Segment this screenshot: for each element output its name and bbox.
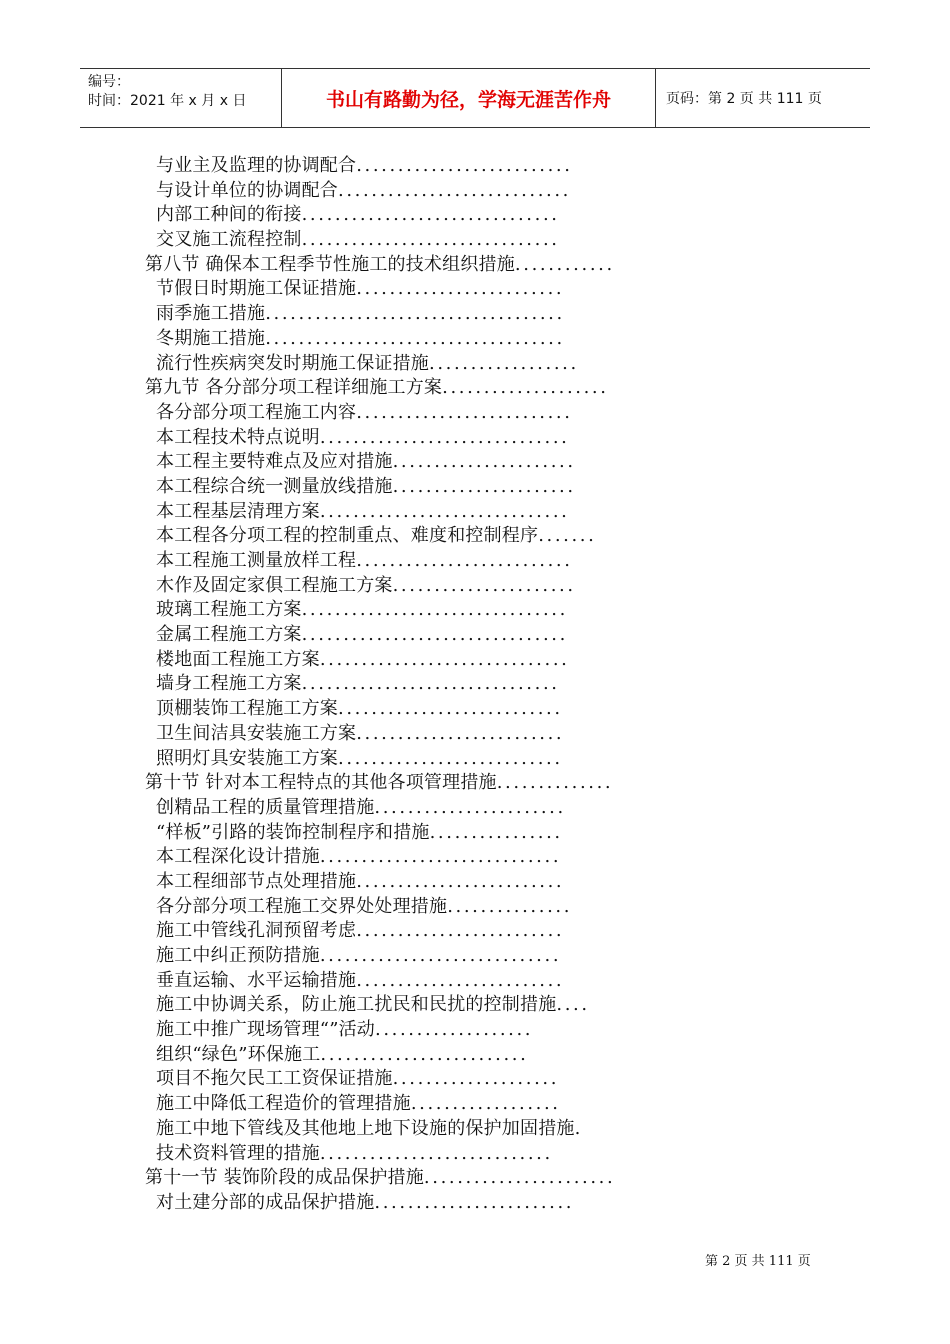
toc-entry-title: 组织“绿色”环保施工: [156, 1043, 321, 1065]
toc-entry: [145, 944, 765, 969]
toc-entry-title: 本工程细部节点处理措施: [156, 870, 357, 892]
toc-leader-dots: ......................: [392, 574, 576, 596]
toc-entry: [145, 796, 765, 821]
toc-leader-dots: ................................: [301, 624, 568, 646]
toc-entry: [145, 697, 765, 722]
toc-entry: [145, 1043, 765, 1068]
toc-entry-title: 墙身工程施工方案: [156, 673, 302, 695]
toc-leader-dots: .........................: [356, 722, 565, 744]
toc-entry: [145, 1142, 765, 1167]
toc-leader-dots: .............................: [319, 846, 562, 868]
toc-leader-dots: .........................: [356, 870, 565, 892]
toc-entry-title: 顶棚装饰工程施工方案: [156, 698, 338, 720]
toc-leader-dots: ..................: [410, 1093, 561, 1115]
page-footer: 第 2 页 共 111 页: [705, 1254, 811, 1269]
toc-entry: [145, 1117, 765, 1142]
toc-section-heading: [145, 253, 765, 278]
toc-leader-dots: .......................: [423, 1167, 616, 1189]
toc-leader-dots: ...........................: [338, 747, 563, 769]
toc-leader-dots: ..............................: [319, 500, 570, 522]
toc-leader-dots: ..............: [496, 772, 614, 794]
toc-entry-title: 施工中管线孔洞预留考虑: [156, 920, 357, 942]
toc-entry-title: 玻璃工程施工方案: [156, 599, 302, 621]
toc-entry-title: 与业主及监理的协调配合: [156, 155, 357, 176]
toc-entry: [145, 179, 765, 204]
toc-entry-title: 第九节 各分部分项工程详细施工方案: [145, 377, 443, 399]
toc-leader-dots: ..........................: [356, 401, 573, 423]
toc-entry: [145, 549, 765, 574]
document-number-label: 编号：: [88, 74, 130, 90]
toc-entry: [145, 1092, 765, 1117]
toc-leader-dots: .........................: [356, 920, 565, 942]
toc-entry-title: 楼地面工程施工方案: [156, 648, 320, 670]
toc-leader-dots: ....: [556, 994, 590, 1016]
toc-entry: [145, 500, 765, 525]
toc-entry: [145, 969, 765, 994]
toc-entry: [145, 228, 765, 253]
toc-entry: [145, 450, 765, 475]
toc-entry-title: 对土建分部的成品保护措施: [156, 1191, 375, 1213]
toc-section-heading: [145, 771, 765, 796]
toc-entry-title: 施工中降低工程造价的管理措施: [156, 1093, 411, 1115]
toc-leader-dots: ...........................: [338, 698, 563, 720]
toc-entry: [145, 154, 765, 179]
toc-leader-dots: ............................: [338, 179, 572, 201]
header-motto: 书山有路勤为径，学海无涯苦作舟: [282, 69, 656, 127]
header-meta: [80, 69, 282, 127]
toc-entry: [145, 401, 765, 426]
toc-entry: [145, 352, 765, 377]
toc-entry-title: 第十一节 装饰阶段的成品保护措施: [145, 1167, 424, 1189]
toc-leader-dots: .........................: [356, 969, 565, 991]
toc-entry-title: 本工程技术特点说明: [156, 426, 320, 448]
toc-entry-title: 本工程各分项工程的控制重点、难度和控制程序: [156, 525, 539, 547]
toc-entry: [145, 598, 765, 623]
toc-entry-title: 本工程基层清理方案: [156, 500, 320, 522]
toc-entry: [145, 574, 765, 599]
toc-entry-title: 与设计单位的协调配合: [156, 179, 338, 201]
toc-entry-title: 各分部分项工程施工交界处处理措施: [156, 895, 448, 917]
toc-leader-dots: .......: [538, 525, 597, 547]
document-date-label: 时间：2021 年 x 月 x 日: [88, 93, 247, 109]
toc-leader-dots: ......................: [392, 475, 576, 497]
toc-entry-title: 雨季施工措施: [156, 303, 266, 325]
toc-leader-dots: ...................: [375, 1019, 534, 1041]
toc-entry-title: 本工程综合统一测量放线措施: [156, 475, 393, 497]
toc-entry: [145, 524, 765, 549]
toc-entry: [145, 327, 765, 352]
toc-leader-dots: .......................: [374, 796, 566, 818]
toc-leader-dots: ..........................: [356, 155, 573, 176]
toc-entry-title: “样板”引路的装饰控制程序和措施: [156, 821, 430, 843]
toc-entry: [145, 1191, 765, 1216]
toc-leader-dots: ................: [429, 821, 563, 843]
toc-leader-dots: ..............................: [319, 648, 570, 670]
toc-entry-title: 第十节 针对本工程特点的其他各项管理措施: [145, 772, 497, 794]
toc-entry-title: 照明灯具安装施工方案: [156, 747, 338, 769]
toc-entry-title: 施工中协调关系，防止施工扰民和民扰的控制措施: [156, 994, 557, 1016]
toc-entry-title: 创精品工程的质量管理措施: [156, 796, 375, 818]
toc-leader-dots: .: [574, 1117, 583, 1139]
toc-entry-title: 项目不拖欠民工工资保证措施: [156, 1068, 393, 1090]
toc-entry: [145, 993, 765, 1018]
toc-entry-title: 第八节 确保本工程季节性施工的技术组织措施: [145, 253, 515, 275]
toc-entry-title: 各分部分项工程施工内容: [156, 401, 357, 423]
toc-entry-title: 施工中地下管线及其他地上地下设施的保护加固措施: [156, 1117, 575, 1139]
toc-section-heading: [145, 1166, 765, 1191]
table-of-contents: [145, 154, 765, 1216]
toc-entry-title: 技术资料管理的措施: [156, 1142, 320, 1164]
toc-entry: [145, 895, 765, 920]
toc-section-heading: [145, 376, 765, 401]
toc-entry: [145, 302, 765, 327]
toc-leader-dots: ........................: [374, 1191, 575, 1213]
toc-entry-title: 施工中纠正预防措施: [156, 945, 320, 966]
toc-entry: [145, 1067, 765, 1092]
toc-leader-dots: ....................: [392, 1068, 560, 1090]
toc-entry: [145, 821, 765, 846]
toc-entry-title: 本工程施工测量放样工程: [156, 550, 357, 571]
toc-leader-dots: .........................: [320, 1043, 529, 1065]
toc-entry-title: 木作及固定家俱工程施工方案: [156, 574, 393, 596]
toc-entry-title: 本工程主要特难点及应对措施: [156, 451, 393, 473]
toc-entry: [145, 1018, 765, 1043]
header-page-number: 页码：第 2 页 共 111 页: [666, 91, 822, 107]
toc-leader-dots: ...............................: [301, 229, 560, 251]
toc-leader-dots: ..................: [429, 352, 579, 374]
toc-leader-dots: ................................: [301, 599, 568, 621]
toc-entry: [145, 475, 765, 500]
toc-leader-dots: ....................................: [265, 327, 565, 349]
toc-entry-title: 冬期施工措施: [156, 327, 266, 349]
toc-entry: [145, 870, 765, 895]
page-header: [80, 68, 870, 128]
toc-entry: [145, 623, 765, 648]
toc-entry: [145, 426, 765, 451]
toc-entry-title: 节假日时期施工保证措施: [156, 278, 357, 300]
toc-entry: [145, 845, 765, 870]
toc-leader-dots: .........................: [356, 278, 565, 300]
toc-leader-dots: ....................................: [265, 303, 565, 325]
toc-entry-title: 垂直运输、水平运输措施: [156, 969, 357, 991]
toc-entry-title: 交叉施工流程控制: [156, 229, 302, 251]
toc-leader-dots: ...............................: [301, 673, 560, 695]
toc-entry: [145, 277, 765, 302]
toc-leader-dots: ............................: [319, 1142, 553, 1164]
toc-entry: [145, 203, 765, 228]
toc-leader-dots: .............................: [319, 945, 562, 966]
toc-entry: [145, 919, 765, 944]
toc-entry: [145, 672, 765, 697]
toc-entry-title: 金属工程施工方案: [156, 624, 302, 646]
toc-entry-title: 施工中推广现场管理“”活动: [156, 1019, 376, 1041]
toc-entry: [145, 722, 765, 747]
toc-entry-title: 本工程深化设计措施: [156, 846, 320, 868]
toc-leader-dots: ...............................: [301, 204, 560, 226]
toc-leader-dots: ..............................: [319, 426, 570, 448]
toc-leader-dots: ...............: [447, 895, 573, 917]
toc-entry-title: 流行性疾病突发时期施工保证措施: [156, 352, 429, 374]
toc-leader-dots: ..........................: [356, 550, 573, 571]
toc-entry: [145, 648, 765, 673]
toc-entry: [145, 747, 765, 772]
toc-leader-dots: ....................: [442, 377, 609, 399]
toc-leader-dots: ......................: [392, 451, 576, 473]
toc-entry-title: 卫生间洁具安装施工方案: [156, 722, 357, 744]
toc-leader-dots: ............: [514, 253, 615, 275]
toc-entry-title: 内部工种间的衔接: [156, 204, 302, 226]
